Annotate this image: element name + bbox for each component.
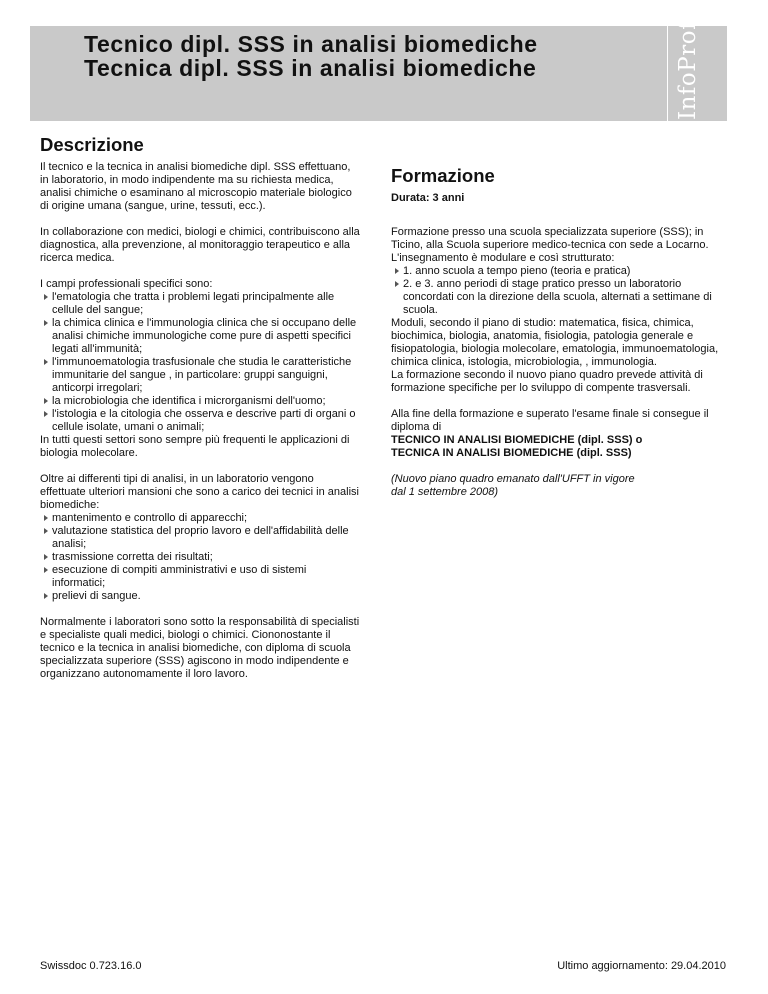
descrizione-para-1: Il tecnico e la tecnica in analisi biomediche dipl. SSS effettuano, in laboratorio, in modo indipendente ma su richiesta medica, analisi chimiche o esaminano al microscopio materiale biologico di origine umana (sangue, urine, tessuti, ecc.). [40,161,352,212]
formazione-heading: Formazione [391,165,495,186]
brand-logo: InfoProf [675,20,701,120]
list-item: prelievi di sangue. [40,590,360,603]
mansioni-intro: Oltre ai differenti tipi di analisi, in un laboratorio vengono effettuate ulteriori mansioni che sono a carico dei tecnici in analisi biomediche: [40,473,359,511]
header-banner [30,26,727,121]
brand-divider [667,26,668,121]
footer-updated: Ultimo aggiornamento: 29.04.2010 [557,960,726,972]
list-item: valutazione statistica del proprio lavoro e dell'affidabilità delle analisi; [40,525,360,551]
list-item: 1. anno scuola a tempo pieno (teoria e pratica) [391,265,726,278]
campi-intro: I campi professionali specifici sono: [40,278,213,290]
moduli-text: Moduli, secondo il piano di studio: matematica, fisica, chimica, biochimica, biologia, anatomia, fisiologia, patologia generale e fisiopatologia, biologia molecolare, ematologia, immunoematologia, chimica clinica, istologia, microbiologia, , immunologia. [391,317,719,368]
list-item: l'ematologia che tratta i problemi legati principalmente alle cellule del sangue; [40,291,360,317]
title-line-1: Tecnico dipl. SSS in analisi biomediche [84,31,538,57]
durata-label: Durata: 3 anni [391,192,465,204]
diploma-line-1: TECNICO IN ANALISI BIOMEDICHE (dipl. SSS) o [391,434,643,446]
piano-text: La formazione secondo il nuovo piano quadro prevede attività di formazione specifiche per lo sviluppo di compente trasversali. [391,369,703,394]
formazione-intro: Formazione presso una scuola specializzata superiore (SSS); in Ticino, alla Scuola superiore medico-tecnica con sede a Locarno. [391,226,709,251]
list-item: l'istologia e la citologia che osserva e descrive parti di organi o cellule isolate, umani o animali; [40,408,360,434]
descrizione-section [40,134,360,681]
list-item: 2. e 3. anno periodi di stage pratico presso un laboratorio concordati con la direzione della scuola, alternati a settimane di scuola. [391,278,726,317]
descrizione-para-2: In collaborazione con medici, biologi e chimici, contribuiscono alla diagnostica, alla prevenzione, al monitoraggio terapeutico e alla ricerca medica. [40,226,360,264]
descrizione-para-final: Normalmente i laboratori sono sotto la responsabilità di specialisti e specialiste quali medici, biologi o chimici. Ciononostante il tecnico e la tecnica in analisi biomediche, con diploma di scuola specializzata superiore (SSS) agiscono in modo indipendente e organizzano autonomamente il loro lavoro. [40,616,360,680]
title-line-2: Tecnica dipl. SSS in analisi biomediche [84,55,537,81]
formazione-section [391,165,726,499]
list-item: l'immunoematologia trasfusionale che studia le caratteristiche immunitarie del sangue , in particolare: gruppi sanguigni, anticorpi irregolari; [40,356,360,395]
footer-doc-id: Swissdoc 0.723.16.0 [40,960,142,972]
struttura-intro: L'insegnamento è modulare e così strutturato: [391,252,615,264]
list-item: esecuzione di compiti amministrativi e uso di sistemi informatici; [40,564,360,590]
descrizione-heading: Descrizione [40,134,144,155]
campi-list [40,291,360,434]
esame-text: Alla fine della formazione e superato l'esame finale si consegue il diploma di [391,408,709,433]
list-item: la chimica clinica e l'immunologia clinica che si occupano delle analisi chimiche immunologiche come pure di aspetti specifici legati all'immunità; [40,317,360,356]
nota-line-1: (Nuovo piano quadro emanato dall'UFFT in vigore [391,473,635,485]
list-item: la microbiologia che identifica i microrganismi dell'uomo; [40,395,360,408]
campi-outro: In tutti questi settori sono sempre più frequenti le applicazioni di biologia molecolare. [40,434,350,459]
list-item: mantenimento e controllo di apparecchi; [40,512,360,525]
diploma-line-2: TECNICA IN ANALISI BIOMEDICHE (dipl. SSS) [391,447,632,459]
page-title [84,32,538,80]
mansioni-list [40,512,360,603]
list-item: trasmissione corretta dei risultati; [40,551,360,564]
nota-line-2: dal 1 settembre 2008) [391,486,499,498]
struttura-list [391,265,726,317]
